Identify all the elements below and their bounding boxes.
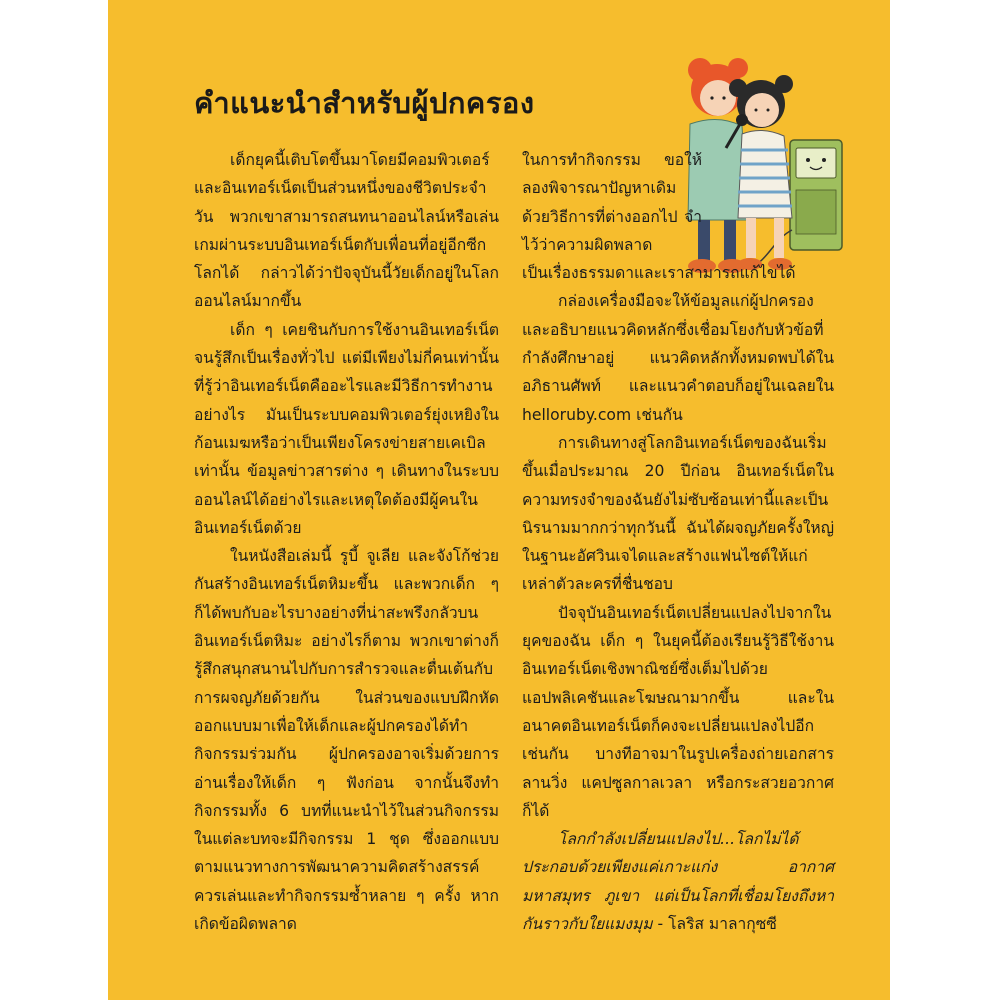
book-page xyxy=(108,0,890,1000)
paragraph-continued-end: เป็นเรื่องธรรมดาและเราสามารถแก้ไขได้ xyxy=(522,264,796,283)
paragraph: การเดินทางสู่โลกอินเทอร์เน็ตของฉันเริ่มขึ้นเมื่อประมาณ 20 ปีก่อน อินเทอร์เน็ตในความทรงจำของฉันยังไม่ซับซ้อนเท่านี้และเป็นนิรนามมากกว่าทุกวันนี้ ฉันได้ผจญภัยครั้งใหญ่ในฐานะอัศวินเจไดและสร้างแฟนไซต์ให้แก่เหล่าตัวละครที่ชื่นชอบ xyxy=(522,433,834,594)
paragraph: เด็ก ๆ เคยชินกับการใช้งานอินเทอร์เน็ตจนรู้สึกเป็นเรื่องทั่วไป แต่มีเพียงไม่กี่คนเท่านั้นที่รู้ว่าอินเทอร์เน็ตคืออะไรและมีวิธีการทำงานอย่างไร มันเป็นระบบคอมพิวเตอร์ยุ่งเหยิงในก้อนเมฆหรือว่าเป็นเพียงโครงข่ายสายเคเบิลเท่านั้น ข้อมูลข่าวสารต่าง ๆ เดินทางในระบบออนไลน์ได้อย่างไรและเหตุใดต้องมีผู้คนในอินเทอร์เน็ตด้วย xyxy=(194,320,499,537)
paragraph: ปัจจุบันอินเทอร์เน็ตเปลี่ยนแปลงไปจากในยุคของฉัน เด็ก ๆ ในยุคนี้ต้องเรียนรู้วิธีใช้งานอินเทอร์เน็ตเชิงพาณิชย์ซึ่งเต็มไปด้วยแอปพลิเคชันและโฆษณามากขึ้น และในอนาคตอินเทอร์เน็ตก็คงจะเปลี่ยนแปลงไปอีกเช่นกัน บางทีอาจมาในรูปเครื่องถ่ายเอกสาร ลานวิ่ง แคปซูลกาลเวลา หรือกระสวยอวกาศก็ได้ xyxy=(522,603,834,820)
page-title: คำแนะนำสำหรับผู้ปกครอง xyxy=(194,86,535,120)
paragraph: ในหนังสือเล่มนี้ รูบี้ จูเลีย และจังโก้ช่วยกันสร้างอินเทอร์เน็ตหิมะขึ้น และพวกเด็ก ๆ ก็ได้พบกับอะไรบางอย่างที่น่าสะพรึงกลัวบนอินเทอร์เน็ตหิมะ อย่างไรก็ตาม พวกเขาต่างก็รู้สึกสนุกสนานไปกับการสำรวจและตื่นเต้นกับการผจญภัยด้วยกัน ในส่วนของแบบฝึกหัดออกแบบมาเพื่อให้เด็กและผู้ปกครองได้ทำกิจกรรมร่วมกัน ผู้ปกครองอาจเริ่มด้วยการอ่านเรื่องให้เด็ก ๆ ฟังก่อน จากนั้นจึงทำกิจกรรมทั้ง 6 บทที่แนะนำไว้ในส่วนกิจกรรม ในแต่ละบทจะมีกิจกรรม 1 ชุด ซึ่งออกแบบตามแนวทางการพัฒนาความคิดสร้างสรรค์ ควรเล่นและทำกิจกรรมซ้ำหลาย ๆ ครั้ง หากเกิดข้อผิดพลาด xyxy=(194,547,499,934)
paragraph: กล่องเครื่องมือจะให้ข้อมูลแก่ผู้ปกครองและอธิบายแนวคิดหลักซึ่งเชื่อมโยงกับหัวข้อที่กำลังศึกษาอยู่ แนวคิดหลักทั้งหมดพบได้ในอภิธานศัพท์ และแนวคำตอบก็อยู่ในเฉลยใน helloruby.com เช่นกัน xyxy=(522,292,834,424)
paragraph-continued: ในการทำกิจกรรม ขอให้ลองพิจารณาปัญหาเดิมด้วยวิธีการที่ต่างออกไป จำไว้ว่าความผิดพลาด xyxy=(522,151,702,254)
quote-text: โลกกำลังเปลี่ยนแปลงไป...โลกไม่ได้ประกอบด้วยเพียงแค่เกาะแก่ง อากาศ มหาสมุทร ภูเขา แต่เป็นโลกที่เชื่อมโยงถึงหากันราวกับใยแมงมุม xyxy=(522,830,834,934)
left-column xyxy=(194,146,499,938)
closing-quote xyxy=(522,825,834,938)
paragraph: เด็กยุคนี้เติบโตขึ้นมาโดยมีคอมพิวเตอร์และอินเทอร์เน็ตเป็นส่วนหนึ่งของชีวิตประจำวัน พวกเขาสามารถสนทนาออนไลน์หรือเล่นเกมผ่านระบบอินเทอร์เน็ตกับเพื่อนที่อยู่อีกซีกโลกได้ กล่าวได้ว่าปัจจุบันนี้วัยเด็กอยู่ในโลกออนไลน์มากขึ้น xyxy=(194,151,499,311)
quote-attribution: - โลริส มาลากุซซี xyxy=(652,915,777,934)
right-column xyxy=(522,146,834,938)
